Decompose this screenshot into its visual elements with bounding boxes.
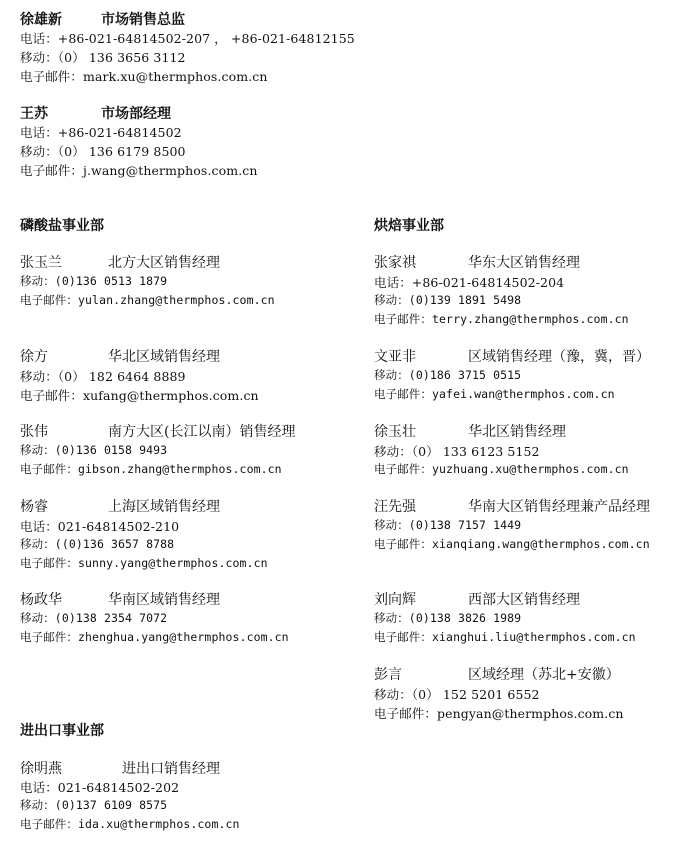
contact-title: 北方大区销售经理 [108, 255, 220, 271]
contact-name: 汪先强 [374, 499, 416, 515]
contact-phone: 电话：+86-021-64814502 [20, 125, 182, 140]
contact-email[interactable]: 电子邮件：terry.zhang@thermphos.com.cn [374, 312, 629, 326]
contact-email[interactable]: 电子邮件：xianqiang.wang@thermphos.com.cn [374, 537, 650, 551]
contact-mobile: 移动：(0)138 3826 1989 [374, 611, 522, 625]
contact-name: 王苏 [20, 106, 48, 122]
contact-title: 华北区销售经理 [468, 424, 566, 440]
contact-mobile: 移动：(0)186 3715 0515 [374, 368, 522, 382]
contact-mobile: 移动：(0)138 7157 1449 [374, 518, 522, 532]
contact-email[interactable]: 电子邮件：mark.xu@thermphos.com.cn [20, 69, 268, 84]
contact-name: 徐玉壮 [374, 424, 416, 440]
contact-title: 市场部经理 [101, 106, 171, 122]
contact-email[interactable]: 电子邮件：j.wang@thermphos.com.cn [20, 163, 258, 178]
contact-title: 华南区域销售经理 [108, 592, 220, 608]
contact-phone: 电话：+86-021-64814502-207 ， +86-021-64812155 [20, 31, 355, 46]
contact-mobile: 移动：（0） 133 6123 5152 [374, 444, 540, 459]
contact-mobile: 移动：（0） 136 3656 3112 [20, 50, 186, 65]
contact-title: 市场销售总监 [101, 12, 185, 28]
contact-email[interactable]: 电子邮件：gibson.zhang@thermphos.com.cn [20, 462, 282, 476]
contact-email[interactable]: 电子邮件：pengyan@thermphos.com.cn [374, 706, 624, 721]
contact-title: 南方大区(长江以南）销售经理 [108, 424, 296, 440]
contact-email[interactable]: 电子邮件：xufang@thermphos.com.cn [20, 388, 259, 403]
contact-phone: 电话：021-64814502-210 [20, 519, 180, 534]
contact-name: 张家祺 [374, 255, 416, 271]
contact-phone: 电话：021-64814502-202 [20, 780, 180, 795]
section-header-phosphate: 磷酸盐事业部 [20, 218, 104, 234]
contact-phone: 电话：+86-021-64814502-204 [374, 275, 565, 290]
contact-email[interactable]: 电子邮件：xianghui.liu@thermphos.com.cn [374, 630, 636, 644]
contact-mobile: 移动：(0)138 2354 7072 [20, 611, 168, 625]
contact-title: 华北区域销售经理 [108, 349, 220, 365]
contact-name: 杨政华 [20, 592, 62, 608]
contact-email[interactable]: 电子邮件：yafei.wan@thermphos.com.cn [374, 387, 615, 401]
contact-email[interactable]: 电子邮件：ida.xu@thermphos.com.cn [20, 817, 240, 831]
contact-title: 区域经理（苏北+安徽） [468, 667, 620, 683]
contact-name: 杨睿 [20, 499, 48, 515]
contact-name: 文亚非 [374, 349, 416, 365]
contact-mobile: 移动：（0） 182 6464 8889 [20, 369, 186, 384]
contact-title: 上海区域销售经理 [108, 499, 220, 515]
contact-title: 西部大区销售经理 [468, 592, 580, 608]
contact-mobile: 移动：(0)136 0158 9493 [20, 443, 168, 457]
section-header-import-export: 进出口事业部 [20, 723, 104, 739]
section-header-bakery: 烘焙事业部 [374, 218, 444, 234]
contact-title: 华南大区销售经理兼产品经理 [468, 499, 650, 515]
contact-name: 徐雄新 [20, 12, 62, 28]
contact-name: 徐明燕 [20, 761, 62, 777]
contact-email[interactable]: 电子邮件：sunny.yang@thermphos.com.cn [20, 556, 268, 570]
contact-title: 区域销售经理（豫，冀，晋） [468, 349, 650, 365]
contact-mobile: 移动：（0） 136 6179 8500 [20, 144, 186, 159]
contact-email[interactable]: 电子邮件：zhenghua.yang@thermphos.com.cn [20, 630, 289, 644]
contact-title: 华东大区销售经理 [468, 255, 580, 271]
contact-mobile: 移动：(0)139 1891 5498 [374, 293, 522, 307]
contact-name: 彭言 [374, 667, 402, 683]
contact-mobile: 移动：(0)136 0513 1879 [20, 274, 168, 288]
contact-name: 刘向辉 [374, 592, 416, 608]
contact-mobile: 移动：（0） 152 5201 6552 [374, 687, 540, 702]
contact-name: 徐方 [20, 349, 48, 365]
contact-email[interactable]: 电子邮件：yuzhuang.xu@thermphos.com.cn [374, 462, 629, 476]
contact-mobile: 移动：(0)137 6109 8575 [20, 798, 168, 812]
contact-name: 张玉兰 [20, 255, 62, 271]
contact-mobile: 移动：((0)136 3657 8788 [20, 537, 175, 551]
contact-title: 进出口销售经理 [122, 761, 220, 777]
contact-email[interactable]: 电子邮件：yulan.zhang@thermphos.com.cn [20, 293, 275, 307]
contact-name: 张伟 [20, 424, 48, 440]
